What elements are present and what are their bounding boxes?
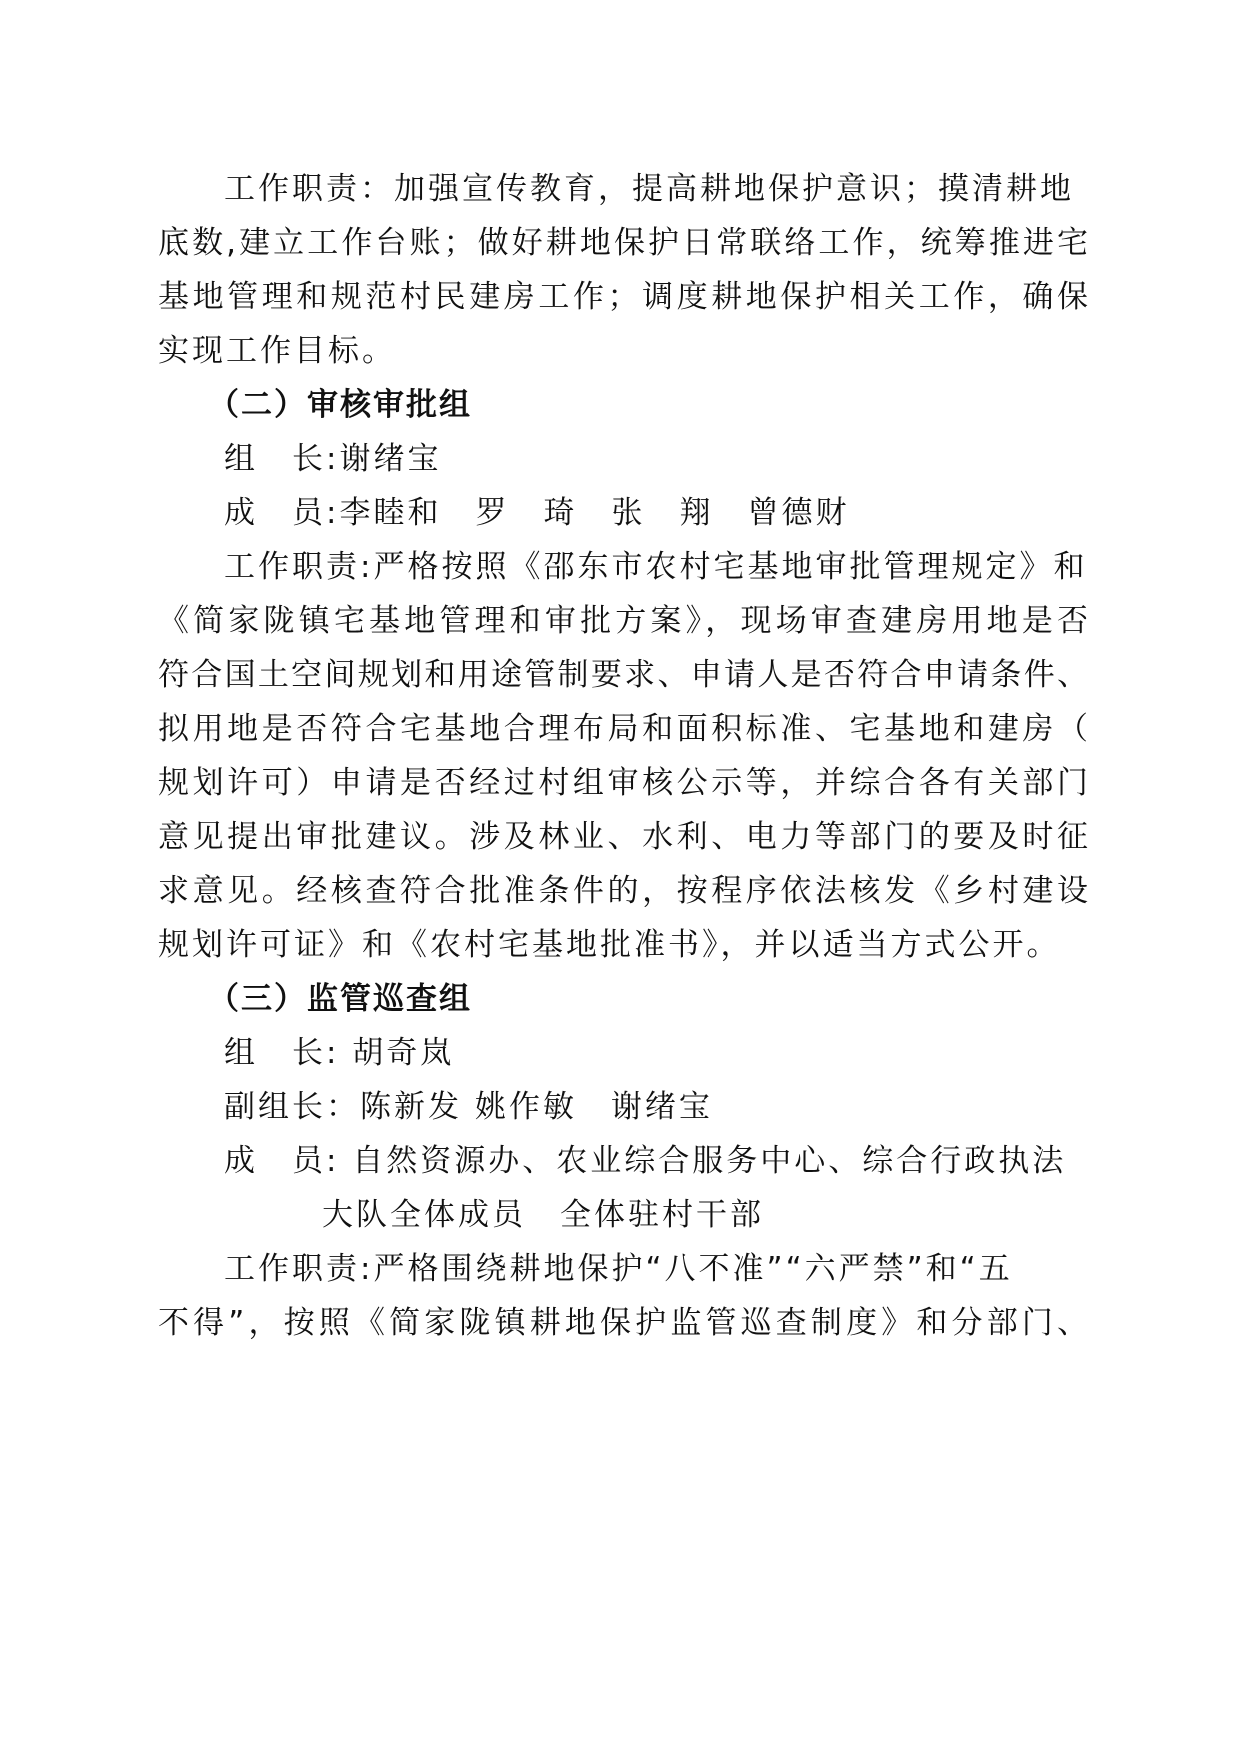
review-duty-line-7: 求意见。经核查符合批准条件的，按程序依法核发《乡村建设 [158, 873, 1088, 909]
patrol-group-leader: 组 长: 胡奇岚 [224, 1035, 455, 1071]
duty-paragraph-1-line-3: 基地管理和规范村民建房工作；调度耕地保护相关工作，确保 [158, 279, 1088, 315]
patrol-group-deputy-leaders: 副组长：陈新发 姚作敏 谢绪宝 [224, 1089, 713, 1125]
patrol-duty-line-2: 不得”，按照《简家陇镇耕地保护监管巡查制度》和分部门、 [158, 1305, 1088, 1341]
duty-paragraph-1-line-4: 实现工作目标。 [158, 333, 396, 369]
patrol-duty-line-1: 工作职责:严格围绕耕地保护“八不准”“六严禁”和“五 [224, 1251, 1013, 1287]
review-duty-line-1: 工作职责:严格按照《邵东市农村宅基地审批管理规定》和 [224, 549, 1088, 585]
duty-paragraph-1-line-1: 工作职责：加强宣传教育，提高耕地保护意识；摸清耕地 [224, 171, 1074, 207]
patrol-group-members-line-1: 成 员: 自然资源办、农业综合服务中心、综合行政执法 [224, 1143, 1067, 1179]
review-duty-line-3: 符合国土空间规划和用途管制要求、申请人是否符合申请条件、 [158, 657, 1088, 693]
review-duty-line-6: 意见提出审批建议。涉及林业、水利、电力等部门的要及时征 [158, 819, 1088, 855]
review-group-leader: 组 长:谢绪宝 [224, 441, 442, 477]
section-heading-supervision-patrol: （三）监管巡查组 [208, 981, 472, 1017]
review-duty-line-8: 规划许可证》和《农村宅基地批准书》，并以适当方式公开。 [158, 927, 1061, 963]
review-duty-line-4: 拟用地是否符合宅基地合理布局和面积标准、宅基地和建房（ [158, 711, 1088, 747]
review-duty-line-5: 规划许可）申请是否经过村组审核公示等，并综合各有关部门 [158, 765, 1088, 801]
patrol-group-members-line-2: 大队全体成员 全体驻村干部 [322, 1197, 764, 1233]
review-duty-line-2: 《简家陇镇宅基地管理和审批方案》，现场审查建房用地是否 [158, 603, 1088, 639]
duty-paragraph-1-line-2: 底数,建立工作台账；做好耕地保护日常联络工作，统筹推进宅 [158, 225, 1088, 261]
section-heading-review-approval: （二）审核审批组 [208, 387, 472, 423]
review-group-members: 成 员:李睦和 罗 琦 张 翔 曾德财 [224, 495, 850, 531]
